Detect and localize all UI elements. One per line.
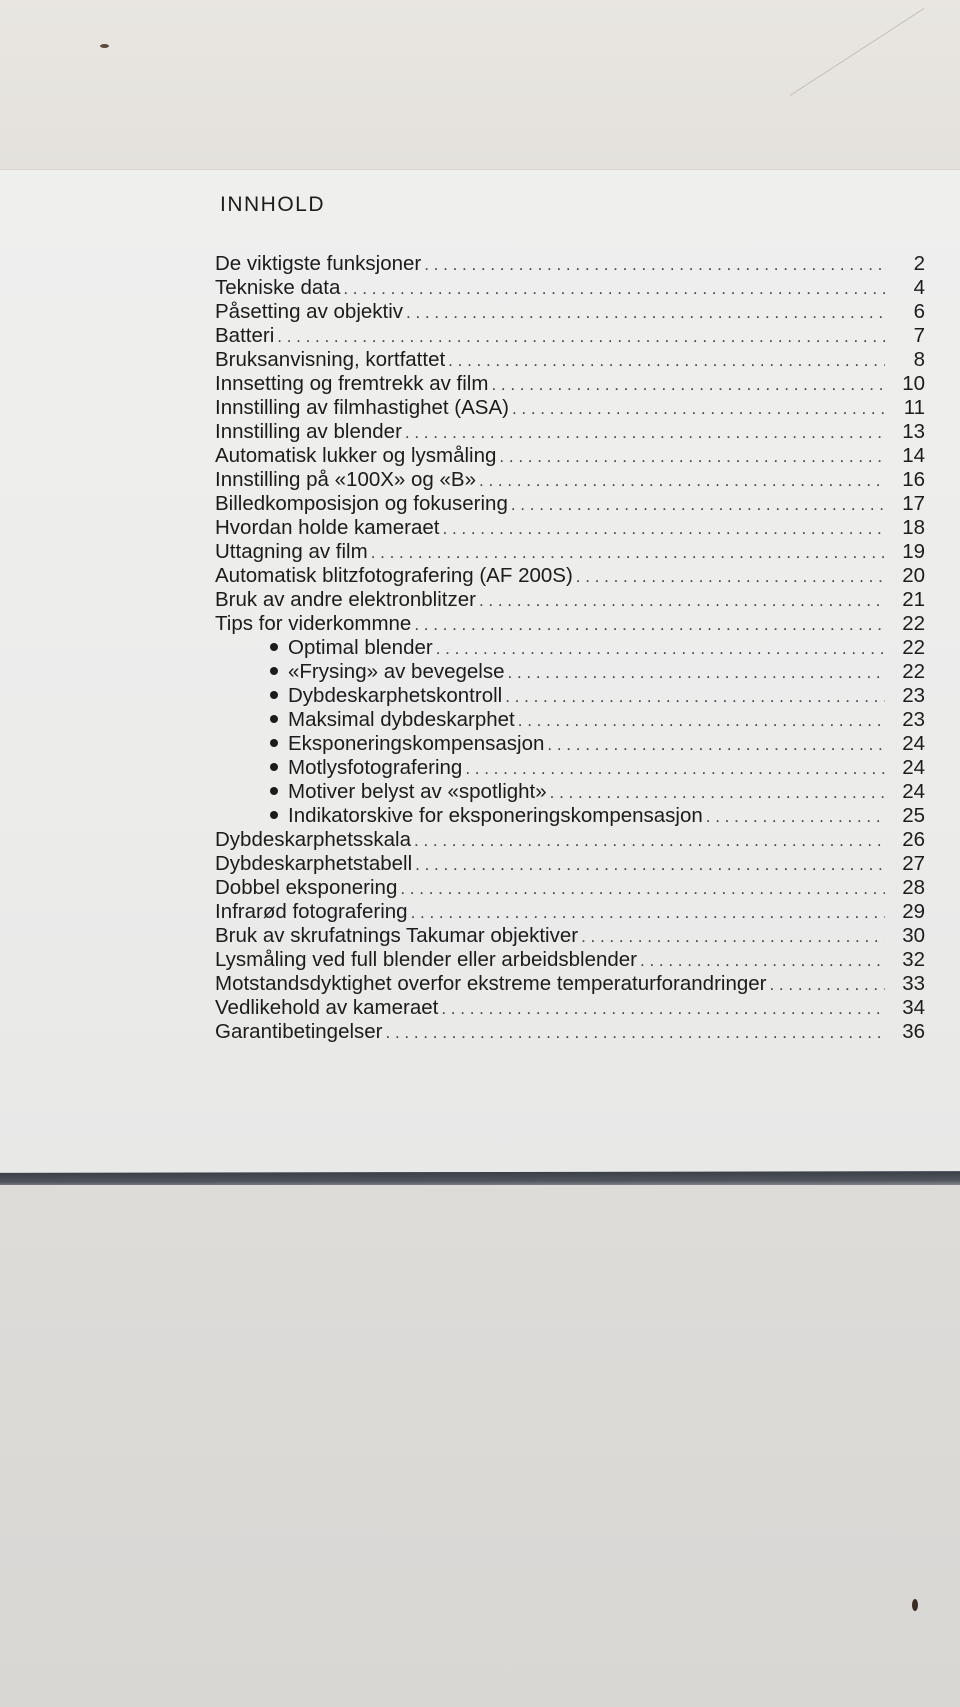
toc-entry-title: Automatisk blitzfotografering (AF 200S) [215, 564, 573, 587]
dot-leader [405, 421, 885, 445]
toc-page-number: 30 [902, 924, 925, 947]
toc-page-number: 7 [913, 324, 925, 347]
toc-entry-title: Hvordan holde kameraet [215, 516, 440, 539]
toc-heading: INNHOLD [220, 193, 326, 216]
toc-entry [215, 372, 925, 396]
toc-page-number: 8 [913, 348, 925, 371]
toc-entry-title: Motstandsdyktighet overfor ekstreme temperaturforandringer [215, 972, 767, 995]
bullet-icon [270, 691, 278, 699]
toc-entry-title: Dybdeskarphetskontroll [288, 684, 503, 707]
toc-subentry [215, 804, 925, 828]
dot-leader [505, 685, 885, 709]
toc-entry-title: Innstilling av blender [215, 420, 402, 443]
toc-entry [215, 252, 925, 276]
toc-entry [215, 900, 925, 924]
toc-page-number: 23 [902, 684, 925, 707]
toc-list [215, 252, 925, 1044]
toc-page-number: 20 [902, 564, 925, 587]
smudge-mark [100, 44, 109, 48]
toc-entry [215, 396, 925, 420]
toc-entry-title: Innstilling av filmhastighet (ASA) [215, 396, 509, 419]
toc-entry [215, 300, 925, 324]
dot-leader [511, 493, 885, 517]
toc-page-number: 36 [902, 1020, 925, 1043]
dot-leader [277, 325, 885, 349]
toc-subentry [215, 684, 925, 708]
bullet-icon [270, 667, 278, 675]
toc-entry-title: Maksimal dybdeskarphet [288, 708, 515, 731]
toc-entry [215, 468, 925, 492]
toc-entry [215, 444, 925, 468]
toc-entry-title: Batteri [215, 324, 275, 347]
background-surface-top [0, 0, 960, 175]
dot-leader [343, 277, 885, 301]
toc-page-number: 32 [902, 948, 925, 971]
toc-page-number: 2 [913, 252, 925, 275]
toc-page-number: 4 [913, 276, 925, 299]
dot-leader [436, 637, 885, 661]
toc-page-number: 23 [902, 708, 925, 731]
toc-entry [215, 948, 925, 972]
bullet-icon [270, 811, 278, 819]
toc-subentry [215, 708, 925, 732]
toc-entry-title: De viktigste funksjoner [215, 252, 422, 275]
toc-page-number: 28 [902, 876, 925, 899]
toc-entry-title: Garantibetingelser [215, 1020, 383, 1043]
bullet-icon [270, 715, 278, 723]
dot-leader [479, 469, 885, 493]
toc-entry-title: Bruk av andre elektronblitzer [215, 588, 476, 611]
toc-entry-title: Dobbel eksponering [215, 876, 398, 899]
toc-entry-title: Infrarød fotografering [215, 900, 408, 923]
toc-entry [215, 612, 925, 636]
toc-page-number: 10 [902, 372, 925, 395]
bullet-icon [270, 643, 278, 651]
toc-page-number: 25 [902, 804, 925, 827]
dot-leader [371, 541, 885, 565]
toc-entry [215, 324, 925, 348]
toc-entry-title: Dybdeskarphetstabell [215, 852, 413, 875]
toc-entry [215, 516, 925, 540]
toc-entry-title: Innsetting og fremtrekk av film [215, 372, 489, 395]
toc-page-number: 24 [902, 732, 925, 755]
toc-entry-title: Uttagning av film [215, 540, 368, 563]
toc-entry [215, 420, 925, 444]
toc-entry-title: Motiver belyst av «spotlight» [288, 780, 547, 803]
dot-leader [706, 805, 885, 829]
toc-page-number: 11 [903, 396, 925, 419]
toc-entry-title: Innstilling på «100X» og «B» [215, 468, 477, 491]
bullet-icon [270, 739, 278, 747]
toc-page-number: 21 [902, 588, 925, 611]
toc-entry-title: Tips for viderkommne [215, 612, 412, 635]
toc-entry-title: Eksponeringskompensasjon [288, 732, 545, 755]
bullet-icon [270, 763, 278, 771]
dot-leader [547, 733, 885, 757]
toc-page-number: 14 [902, 444, 925, 467]
dot-leader [386, 1021, 885, 1045]
toc-entry [215, 1020, 925, 1044]
dot-leader [443, 517, 886, 541]
toc-entry-title: Automatisk lukker og lysmåling [215, 444, 497, 467]
toc-entry-title: Billedkomposisjon og fokusering [215, 492, 508, 515]
toc-entry-title: Optimal blender [288, 636, 433, 659]
toc-entry-title: Påsetting av objektiv [215, 300, 404, 323]
toc-page-number: 6 [913, 300, 925, 323]
dot-leader [576, 565, 885, 589]
toc-entry [215, 492, 925, 516]
toc-page-number: 13 [902, 420, 925, 443]
toc-entry-title: Motlysfotografering [288, 756, 463, 779]
toc-page-number: 18 [902, 516, 925, 539]
toc-page-number: 22 [902, 636, 925, 659]
dot-leader [414, 829, 885, 853]
toc-entry-title: Bruksanvisning, kortfattet [215, 348, 446, 371]
toc-entry-title: Indikatorskive for eksponeringskompensasjon [288, 804, 703, 827]
dot-leader [414, 613, 885, 637]
toc-entry [215, 996, 925, 1020]
dot-leader [508, 661, 885, 685]
toc-page-number: 33 [902, 972, 925, 995]
toc-entry [215, 876, 925, 900]
toc-entry [215, 276, 925, 300]
toc-entry-title: Tekniske data [215, 276, 341, 299]
toc-entry-title: «Frysing» av bevegelse [288, 660, 505, 683]
toc-entry-title: Vedlikehold av kameraet [215, 996, 439, 1019]
dot-leader [491, 373, 885, 397]
toc-entry [215, 540, 925, 564]
toc-entry [215, 924, 925, 948]
toc-page-number: 19 [902, 540, 925, 563]
toc-entry [215, 972, 925, 996]
bullet-icon [270, 787, 278, 795]
dot-leader [518, 709, 885, 733]
toc-page-number: 24 [902, 756, 925, 779]
toc-page-number: 34 [902, 996, 925, 1019]
toc-entry [215, 564, 925, 588]
toc-page-number: 29 [902, 900, 925, 923]
dot-leader [581, 925, 885, 949]
toc-page-number: 22 [902, 660, 925, 683]
dot-leader [499, 445, 885, 469]
dot-leader [411, 901, 885, 925]
dot-leader [769, 973, 885, 997]
toc-entry-title: Lysmåling ved full blender eller arbeidsblender [215, 948, 638, 971]
toc-page-number: 27 [902, 852, 925, 875]
smudge-mark [912, 1599, 918, 1611]
toc-page-number: 26 [902, 828, 925, 851]
toc-entry [215, 588, 925, 612]
toc-subentry [215, 756, 925, 780]
dot-leader [448, 349, 885, 373]
toc-entry-title: Dybdeskarphetsskala [215, 828, 411, 851]
dot-leader [512, 397, 885, 421]
dot-leader [441, 997, 885, 1021]
background-surface-bottom [0, 1185, 960, 1707]
toc-entry-title: Bruk av skrufatnings Takumar objektiver [215, 924, 579, 947]
toc-page-number: 17 [902, 492, 925, 515]
table-of-contents [215, 193, 925, 1044]
toc-page-number: 16 [902, 468, 925, 491]
dot-leader [406, 301, 885, 325]
dot-leader [465, 757, 885, 781]
dot-leader [640, 949, 885, 973]
toc-subentry [215, 660, 925, 684]
dot-leader [479, 589, 885, 613]
toc-page-number: 22 [902, 612, 925, 635]
toc-entry [215, 852, 925, 876]
toc-subentry [215, 732, 925, 756]
dot-leader [550, 781, 885, 805]
toc-subentry [215, 636, 925, 660]
dot-leader [400, 877, 885, 901]
toc-entry [215, 828, 925, 852]
dot-leader [415, 853, 885, 877]
toc-page-number: 24 [902, 780, 925, 803]
dot-leader [424, 253, 885, 277]
toc-entry [215, 348, 925, 372]
toc-subentry [215, 780, 925, 804]
